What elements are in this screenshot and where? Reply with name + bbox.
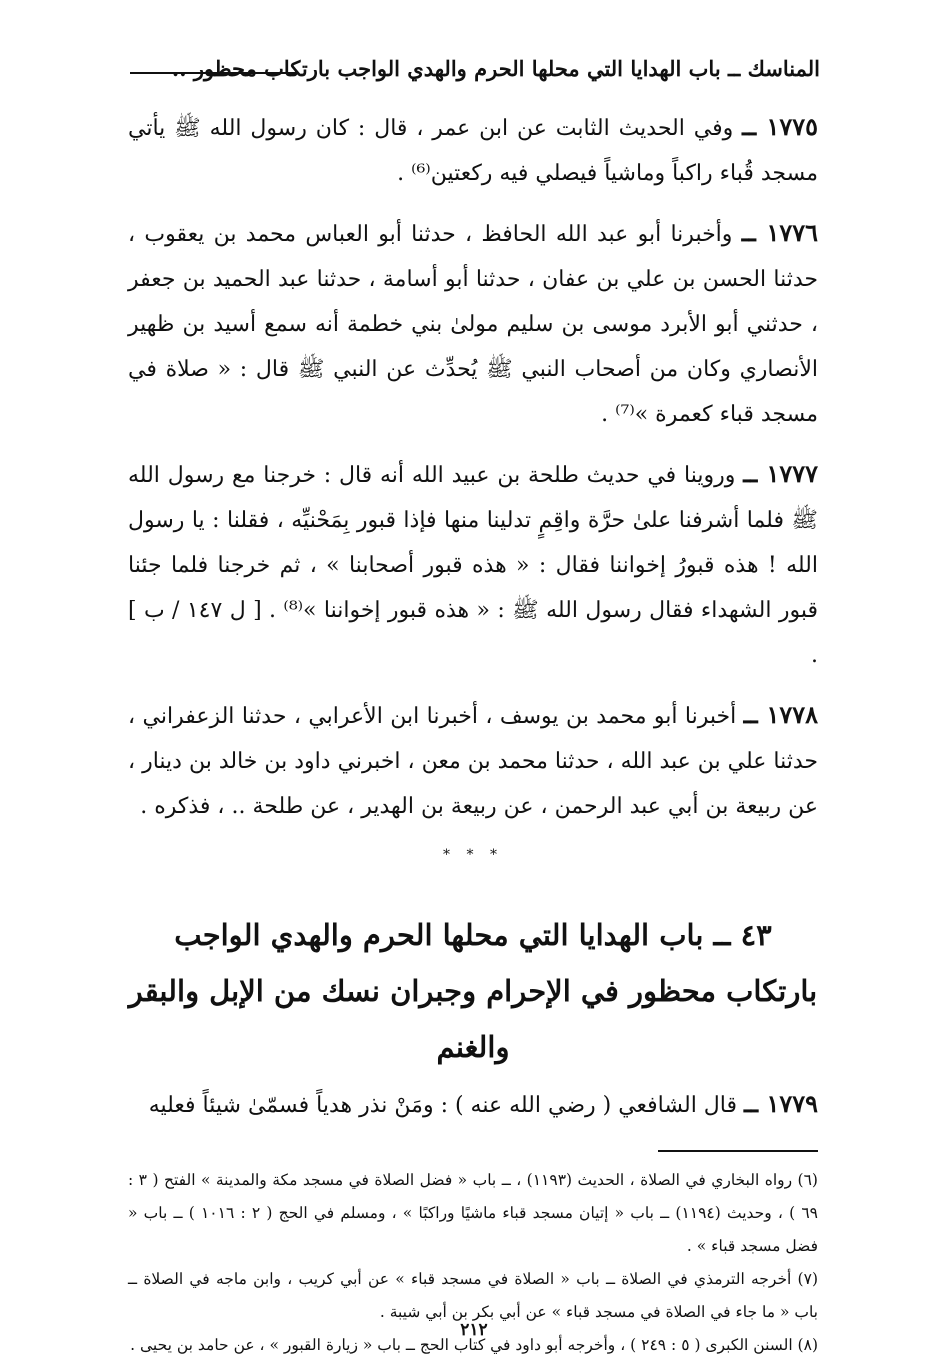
footnote-8: (٨) السنن الكبرى ( ٥ : ٢٤٩ ) ، وأخرجه أبو داود في كتاب الحج ــ باب « زيارة القبور » ، عن حامد بن يحيى .	[130, 1336, 818, 1354]
hadith-number: ١٧٧٧ ــ	[743, 459, 818, 488]
page-body	[128, 104, 818, 1362]
hadith-number: ١٧٧٦ ــ	[741, 218, 819, 247]
footnote-6: (٦) رواه البخاري في الصلاة ، الحديث (١١٩٣) ، ــ باب « فضل الصلاة في مسجد مكة والمدينة » الفتح ( ٣ : ٦٩ ) ، وحديث (١١٩٤) ــ باب « إتيان مسجد قباء ماشيًا وراكبًا » ، ومسلم في الحج ( ٢ : ١٠١٦ ) ــ باب « فضل مسجد قباء » .	[128, 1171, 818, 1255]
hadith-number: ١٧٧٩ ــ	[744, 1089, 818, 1118]
hadith-text: وروينا في حديث طلحة بن عبيد الله أنه قال : خرجنا مع رسول الله ﷺ فلما أشرفنا علىٰ حرَّة واقِمٍ تدلينا منها فإذا قبور بِمَحْنيِّه ، فقلنا : يا رسول الله ! هذه قبورُ إخواننا فقال : « هذه قبور أصحابنا » ، ثم خرجنا فلما جئنا قبور الشهداء فقال رسول الله ﷺ : « هذه قبور إخواننا »⁽⁸⁾ . [ ل ١٤٧ / ب ] .	[128, 463, 819, 668]
hadith-text: أخبرنا أبو محمد بن يوسف ، أخبرنا ابن الأعرابي ، حدثنا الزعفراني ، حدثنا علي بن عبد الله ، حدثنا محمد بن معن ، اخبرني داود بن خالد بن دينار ، عن ربيعة بن أبي عبد الرحمن ، عن ربيعة بن الهدير ، عن طلحة .. ، فذكره .	[128, 704, 818, 819]
chapter-title: ٤٣ ــ باب الهدايا التي محلها الحرم والهدي الواجب بارتكاب محظور في الإحرام وجبران نسك من الإبل والبقر والغنم	[128, 918, 818, 1064]
section-separator: * * *	[443, 847, 503, 863]
hadith-paragraph-1777	[128, 451, 818, 678]
hadith-text: قال الشافعي ( رضي الله عنه ) : ومَنْ نذر هدياً فسمّىٰ شيئاً فعليه	[148, 1093, 738, 1118]
hadith-text: وأخبرنا أبو عبد الله الحافظ ، حدثنا أبو العباس محمد بن يعقوب ، حدثنا الحسن بن علي بن عفان ، حدثنا أبو أسامة ، حدثنا عبد الحميد بن جعفر ، حدثني أبو الأبرد موسى بن سليم مولىٰ بني خطمة أنه سمع أسيد بن ظهير الأنصاري وكان من أصحاب النبي ﷺ يُحدِّث عن النبي ﷺ قال : « صلاة في مسجد قباء كعمرة »⁽⁷⁾ .	[128, 222, 818, 427]
hadith-paragraph-1776	[128, 210, 818, 437]
running-title: المناسك ــ باب الهدايا التي محلها الحرم والهدي الواجب بارتكاب محظور ..	[171, 56, 820, 81]
header-rule	[130, 72, 298, 74]
footnote-separator	[658, 1150, 818, 1152]
footnote-7: (٧) أخرجه الترمذي في الصلاة ــ باب « الصلاة في مسجد قباء » عن أبي كريب ، وابن ماجه في الصلاة ــ باب « ما جاء في الصلاة في مسجد قباء » عن أبي بكر بن أبي شيبة .	[128, 1270, 818, 1321]
hadith-text: وفي الحديث الثابت عن ابن عمر ، قال : كان رسول الله ﷺ يأتي مسجد قُباء راكباً وماشياً فيصلي فيه ركعتين⁽⁶⁾ .	[128, 116, 818, 186]
running-header	[130, 52, 820, 92]
hadith-paragraph-1775	[128, 104, 818, 196]
page-number: ٢١٢	[460, 1320, 488, 1340]
hadith-number: ١٧٧٨ ــ	[743, 700, 818, 729]
hadith-number: ١٧٧٥ ــ	[742, 112, 818, 141]
hadith-paragraph-1778	[128, 692, 818, 829]
hadith-paragraph-1779	[128, 1081, 818, 1128]
